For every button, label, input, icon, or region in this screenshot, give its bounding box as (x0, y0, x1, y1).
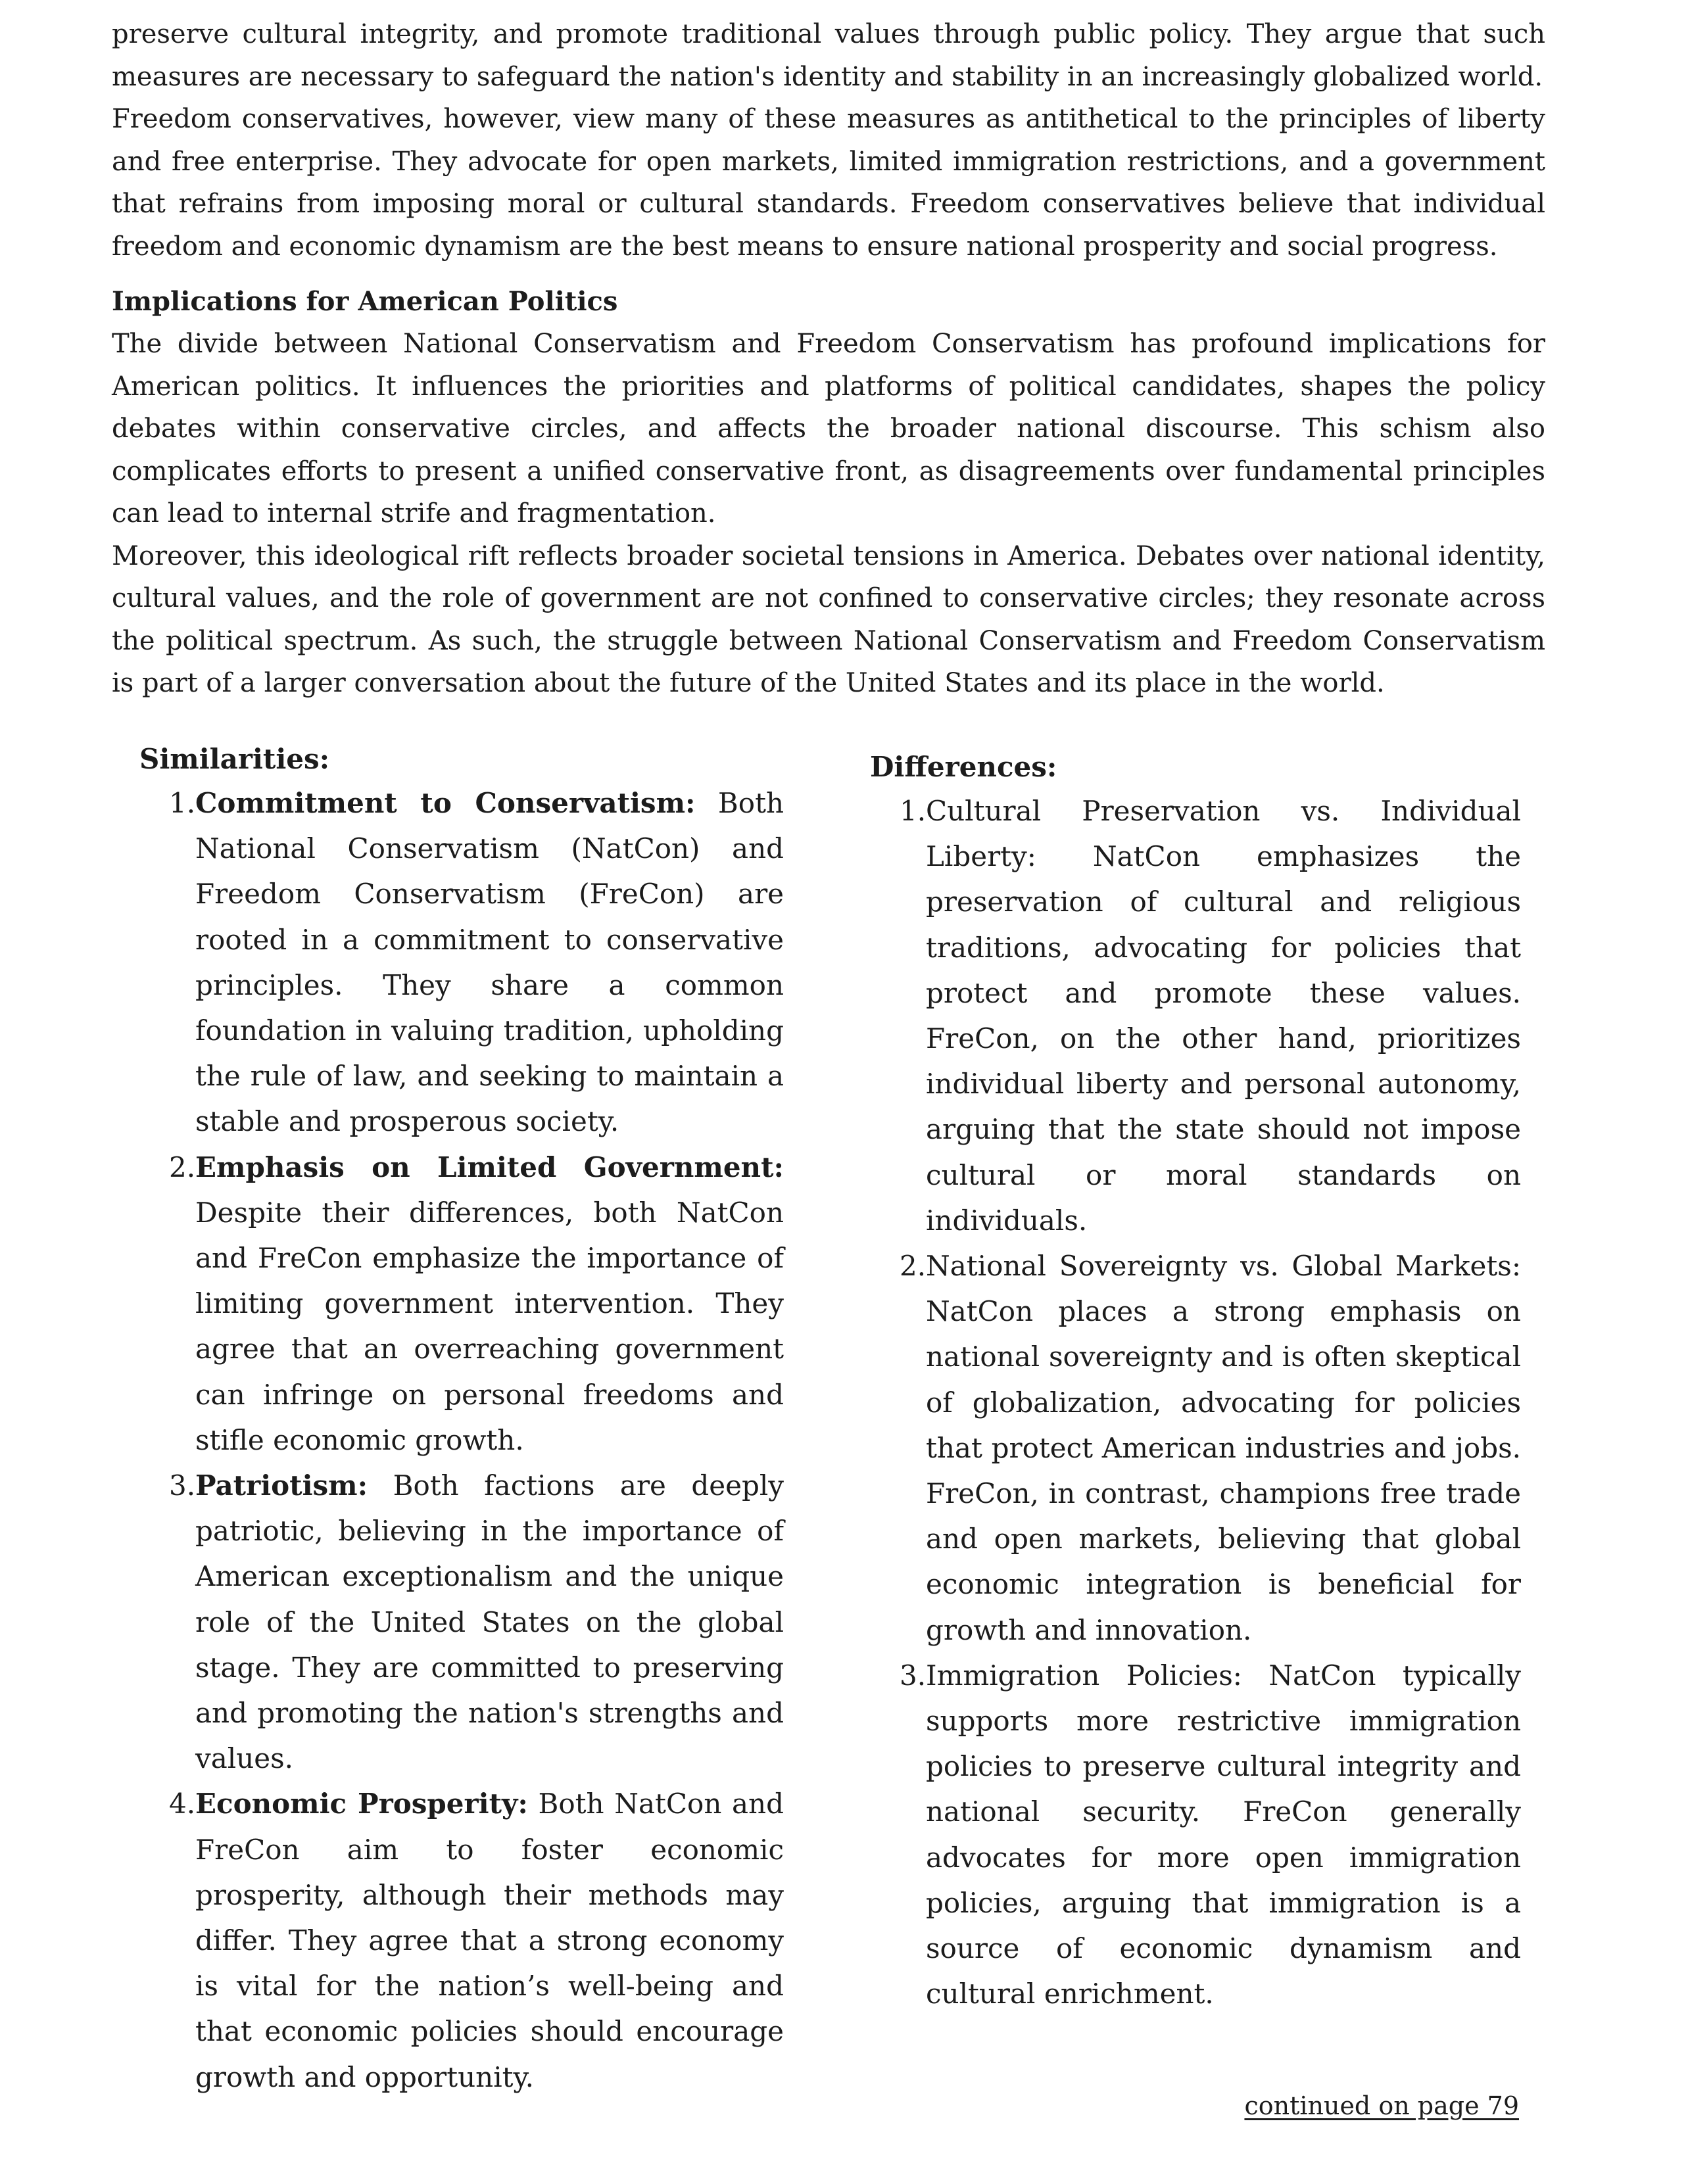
item-text: Immigration Policies: NatCon typically supports more restrictive immigration policies to preserve cultural integrity and national security. FreCon generally advocates for more open immigration policies, arguing that immigration is a source of economic dynamism and cultural enrichment. (926, 1659, 1521, 2010)
list-item (139, 1463, 784, 1781)
list-number: 4. (169, 1788, 196, 1820)
intro-paragraph: preserve cultural integrity, and promote traditional values through public policy. They argue that such measures are necessary to safeguard the nation's identity and stability in an increasingly globalized world. (112, 19, 1545, 92)
list-item (870, 1243, 1521, 1653)
continued-link[interactable]: continued on page 79 (1244, 2091, 1519, 2120)
intro-section (112, 13, 1545, 705)
item-title: Economic Prosperity: (195, 1788, 528, 1820)
item-text: Cultural Preservation vs. Individual Liberty: NatCon emphasizes the preservation of cultural and religious traditions, advocating for policies that protect and promote these values. FreCon, on the other hand, prioritizes individual liberty and personal autonomy, arguing that the state should not impose cultural or moral standards on individuals. (926, 795, 1521, 1237)
item-text: Both NatCon and FreCon aim to foster economic prosperity, although their methods may differ. They agree that a strong economy is vital for the nation’s well-being and that economic policies should encourage growth and opportunity. (195, 1788, 784, 2093)
list-number: 3. (900, 1659, 927, 1692)
differences-heading: Differences: (870, 751, 1057, 783)
item-title: Emphasis on Limited Government: (195, 1151, 784, 1183)
similarities-heading: Similarities: (139, 743, 330, 775)
list-item (139, 1145, 784, 1463)
list-number: 2. (169, 1151, 196, 1183)
list-number: 1. (169, 787, 196, 819)
item-text: Both National Conservatism (NatCon) and Freedom Conservatism (FreCon) are rooted in a commitment to conservative principles. They share a common foundation in valuing tradition, upholding the rule of law, and seeking to maintain a stable and prosperous society. (195, 787, 784, 1138)
item-text: National Sovereignty vs. Global Markets: NatCon places a strong emphasis on national sovereignty and is often skeptical of globalization, advocating for policies that protect American industries and jobs. FreCon, in contrast, champions free trade and open markets, believing that global economic integration is beneficial for growth and innovation. (926, 1250, 1521, 1646)
item-title: Commitment to Conservatism: (195, 787, 696, 819)
differences-column (870, 746, 1521, 2016)
differences-list (870, 788, 1521, 2016)
body-paragraph: Moreover, this ideological rift reflects broader societal tensions in America. Debates over national identity, cultural values, and the role of government are not confined to conservative circles; they resonate across the political spectrum. As such, the struggle between National Conservatism and Freedom Conservatism is part of a larger conversation about the future of the United States and its place in the world. (112, 540, 1545, 698)
section-heading: Implications for American Politics (112, 286, 618, 317)
list-number: 3. (169, 1469, 196, 1502)
list-item (870, 788, 1521, 1243)
list-item (870, 1653, 1521, 2017)
intro-paragraph: Freedom conservatives, however, view many of these measures as antithetical to the principles of liberty and free enterprise. They advocate for open markets, limited immigration restrictions, and a government that refrains from imposing moral or cultural standards. Freedom conservatives believe that individual freedom and economic dynamism are the best means to ensure national prosperity and social progress. (112, 104, 1545, 262)
item-text: Despite their differences, both NatCon and FreCon emphasize the importance of limiting government intervention. They agree that an overreaching government can infringe on personal freedoms and stifle economic growth. (195, 1196, 784, 1456)
item-text: Both factions are deeply patriotic, believing in the importance of American exceptionalism and the unique role of the United States on the global stage. They are committed to preserving and promoting the nation's strengths and values. (195, 1469, 784, 1775)
list-number: 1. (900, 795, 927, 827)
list-number: 2. (900, 1250, 927, 1283)
list-item (139, 780, 784, 1145)
similarities-column (139, 738, 784, 2100)
list-item (139, 1781, 784, 2099)
similarities-list (139, 780, 784, 2100)
item-title: Patriotism: (195, 1469, 368, 1502)
body-paragraph: The divide between National Conservatism and Freedom Conservatism has profound implications for American politics. It influences the priorities and platforms of political candidates, shapes the policy debates within conservative circles, and affects the broader national discourse. This schism also complicates efforts to present a unified conservative front, as disagreements over fundamental principles can lead to internal strife and fragmentation. (112, 329, 1545, 529)
